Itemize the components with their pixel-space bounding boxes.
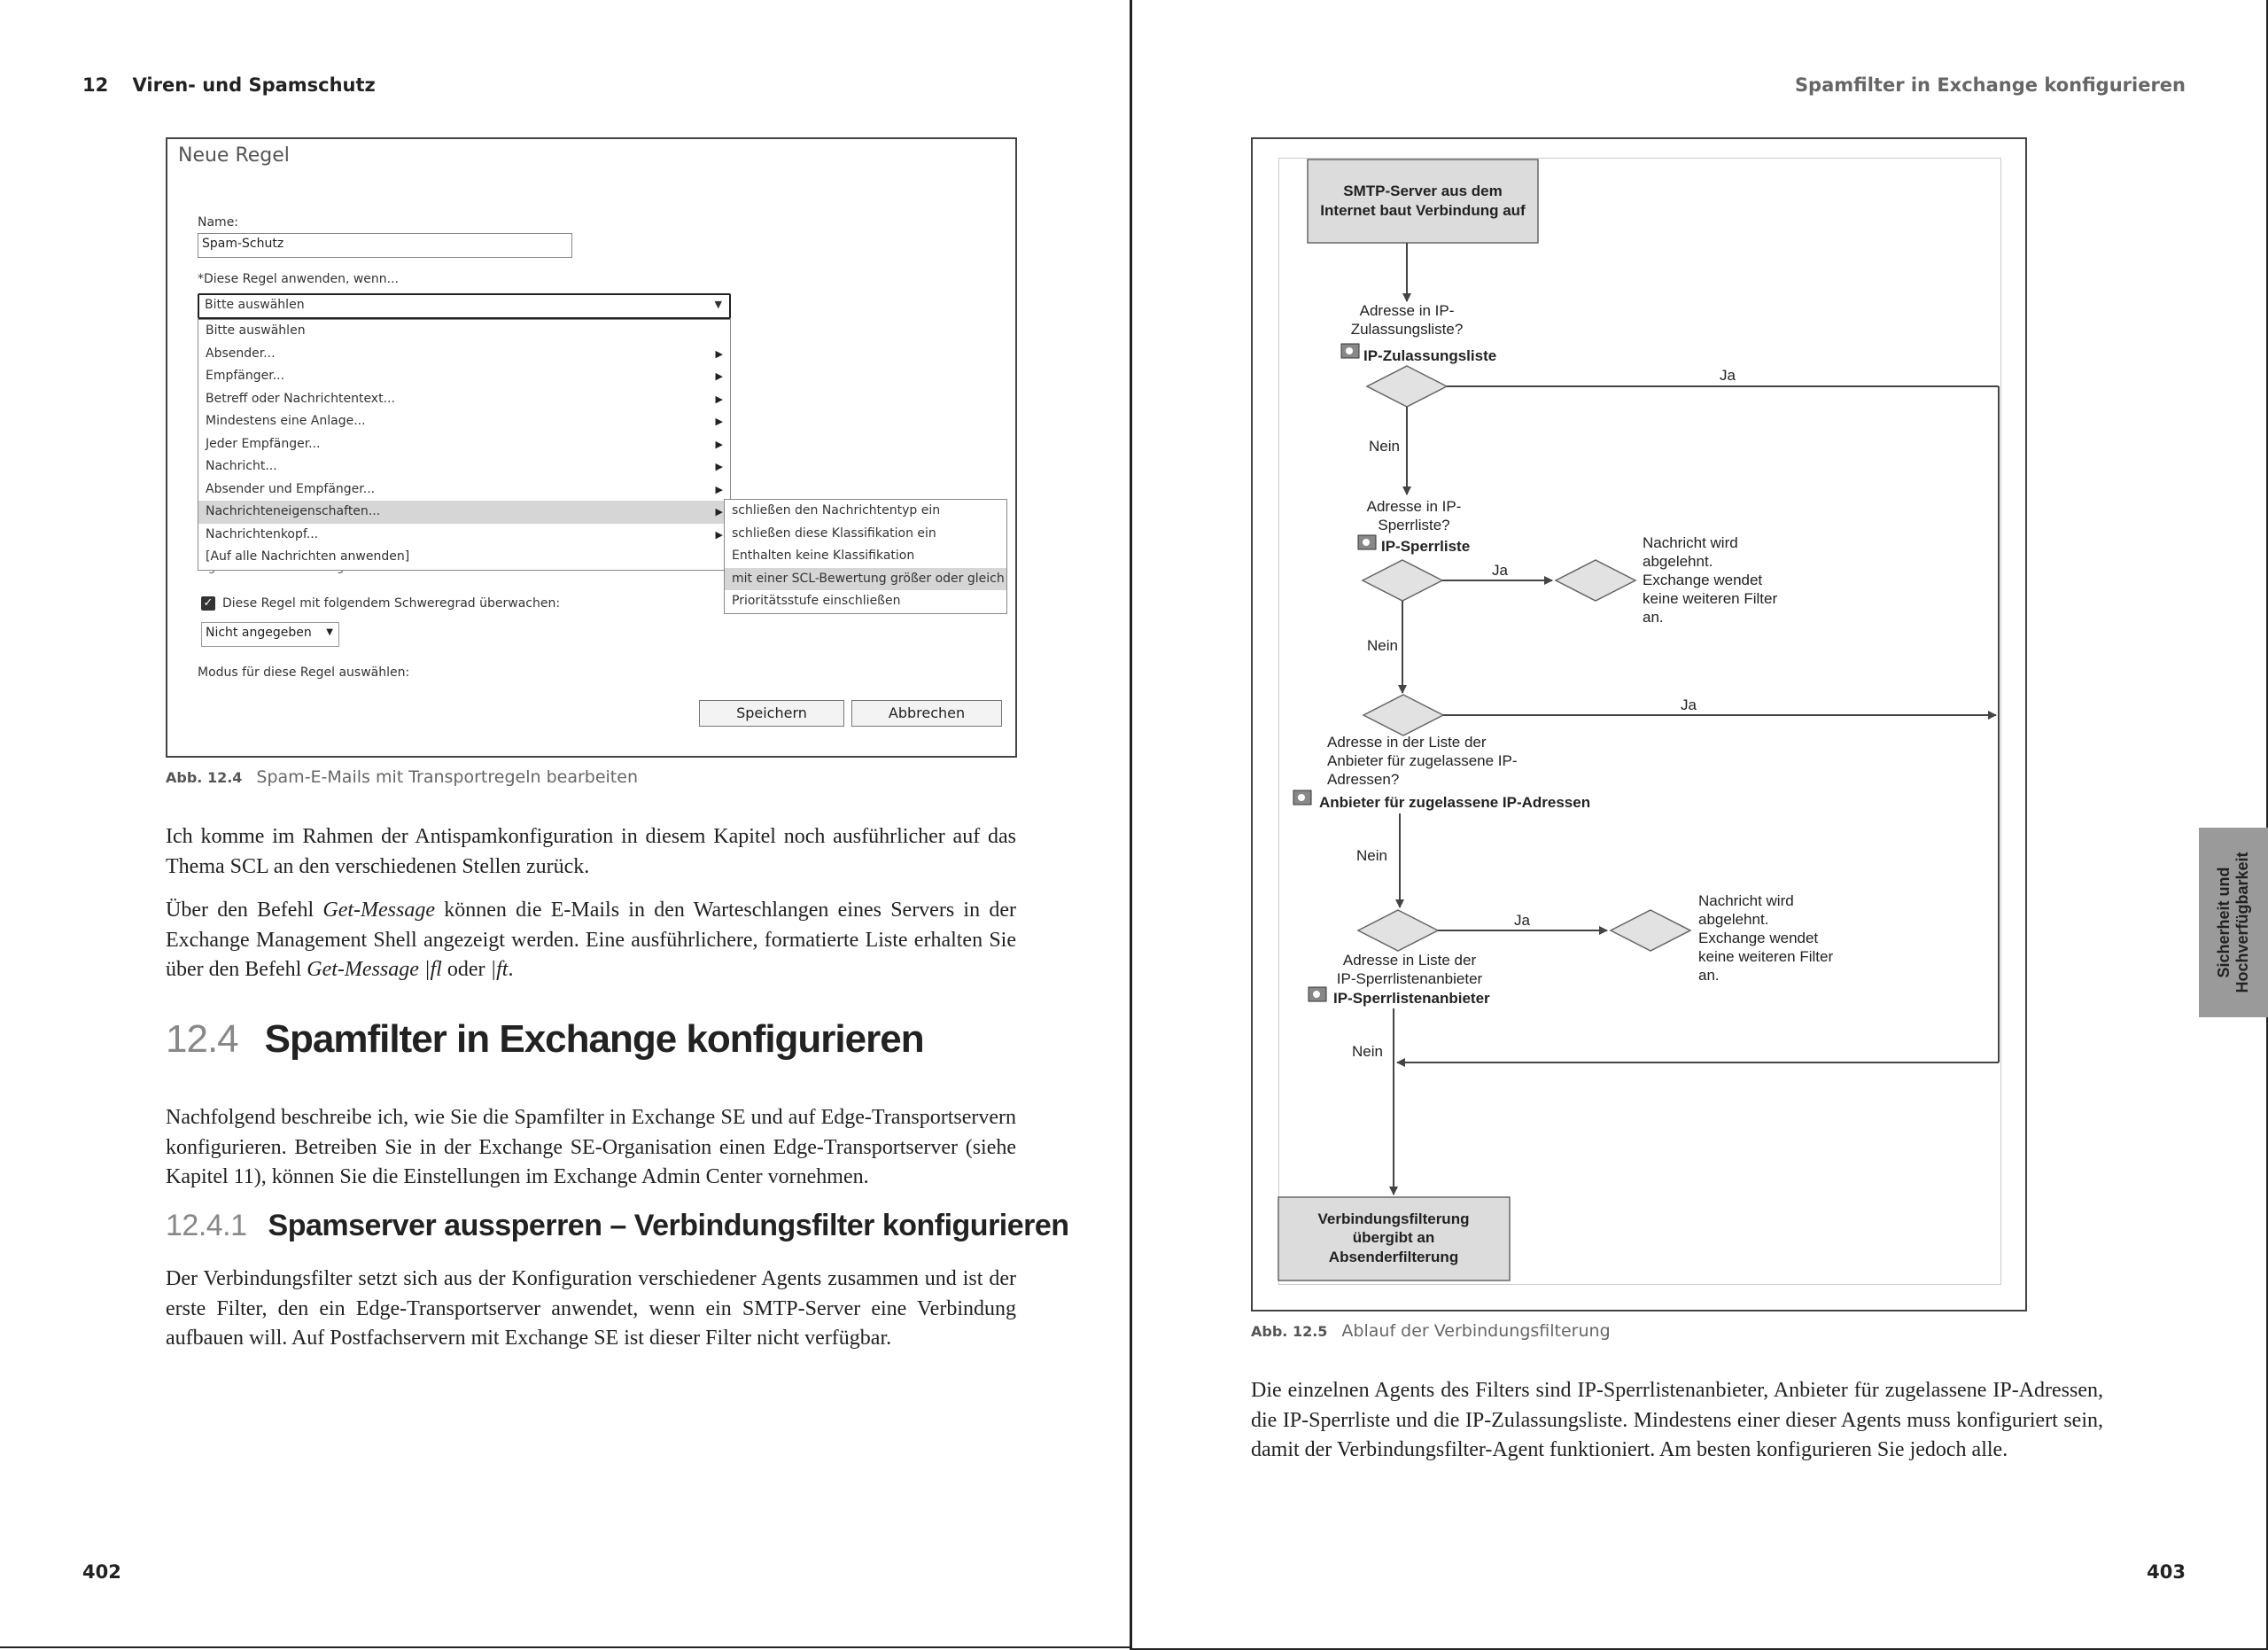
- dropdown-item-label: Absender und Empfänger...: [206, 481, 376, 496]
- agent-label: IP-Zulassungsliste: [1363, 347, 1497, 364]
- yes-label: Ja: [1681, 697, 1697, 713]
- end-text: übergibt an: [1352, 1229, 1435, 1246]
- question-text: IP-Sperrlistenanbieter: [1336, 970, 1483, 987]
- name-label: Name:: [198, 215, 239, 230]
- paragraph: Nachfolgend beschreibe ich, wie Sie die Spamfilter in Exchange SE und auf Edge-Transportservern konfigurieren. Betreiben Sie in der Exchange SE-Organisation einen Edge-Transportserver (siehe Kapitel 11), können Sie die Einstellungen im Exchange Admin Center vornehmen.: [166, 1106, 1016, 1188]
- subsection-number: 12.4.1: [166, 1209, 247, 1242]
- caret-right-icon: ▶: [715, 438, 723, 450]
- dropdown-item-label: Jeder Empfänger...: [206, 436, 321, 451]
- paragraph: Der Verbindungsfilter setzt sich aus der Konfiguration verschiedener Agents zusammen und ist der erste Filter, den ein Edge-Transportserver anwendet, wenn ein SMTP-Server eine Verbindung aufbauen will. Auf Postfachservern mit Exchange SE ist dieser Filter nicht verfügbar.: [166, 1267, 1016, 1350]
- section-number: 12.4: [166, 1017, 238, 1061]
- dropdown-item-label: Bitte auswählen: [206, 323, 306, 338]
- question-text: Sperrliste?: [1378, 517, 1450, 533]
- dropdown-item-label: Nachrichteneigenschaften...: [206, 504, 381, 518]
- caret-right-icon: ▶: [715, 483, 723, 495]
- side-tab-line: Sicherheit und: [2215, 867, 2233, 978]
- caret-right-icon: ▶: [715, 416, 723, 427]
- paragraph: Ich komme im Rahmen der Antispamkonfiguration in diesem Kapitel noch ausführlicher auf das Thema SCL an den verschiedenen Stellen zurück.: [166, 825, 1016, 878]
- decision-diamond: [1363, 695, 1443, 735]
- right-body-1: [1251, 1376, 2103, 1480]
- figure-number: Abb. 12.4: [166, 769, 243, 786]
- side-tab-line: Hochverfügbarkeit: [2233, 852, 2251, 993]
- paragraph: Die einzelnen Agents des Filters sind IP-Sperrlistenanbieter, Anbieter für zugelassene IP-Adressen, die IP-Sperrliste und die IP-Zulassungsliste. Mindestens einer dieser Agents muss konfiguriert sein, damit der Verbindungsfilter-Agent funktioniert. Am besten konfigurieren Sie jedoch alle.: [1251, 1379, 2103, 1461]
- decision-diamond: [1367, 366, 1447, 407]
- section-title: Spamfilter in Exchange konfigurieren: [264, 1017, 924, 1061]
- question-text: Adresse in IP-: [1359, 302, 1455, 319]
- yes-label: Ja: [1720, 367, 1736, 384]
- caret-right-icon: ▶: [715, 461, 723, 472]
- agent-label: IP-Sperrliste: [1381, 538, 1471, 555]
- agent-icon: [1363, 539, 1370, 546]
- no-label: Nein: [1352, 1043, 1383, 1060]
- figure-caption-text: Ablauf der Verbindungsfilterung: [1341, 1321, 1611, 1341]
- audit-checkbox[interactable]: ✓: [201, 596, 215, 611]
- decision-diamond: [1363, 560, 1442, 601]
- caret-right-icon: ▶: [715, 347, 723, 360]
- decision-diamond: [1358, 910, 1438, 951]
- dropdown-item-label: Empfänger...: [206, 369, 285, 383]
- reject-text: Exchange wendet: [1698, 930, 1819, 946]
- condition-label: *Diese Regel anwenden, wenn...: [198, 272, 400, 286]
- command-text: Get-Message |fl: [307, 958, 442, 981]
- condition-select-value: Bitte auswählen: [205, 298, 305, 312]
- question-text: Adressen?: [1327, 771, 1400, 788]
- caret-right-icon: ▶: [715, 528, 723, 541]
- text-run: oder: [441, 958, 491, 981]
- chevron-down-icon: ▼: [326, 627, 333, 637]
- question-text: Anbieter für zugelassene IP-: [1327, 752, 1518, 769]
- dropdown-item-label: Mindestens eine Anlage...: [206, 414, 366, 428]
- reject-text: an.: [1643, 609, 1664, 626]
- reject-text: Exchange wendet: [1643, 572, 1763, 588]
- yes-label: Ja: [1514, 912, 1530, 929]
- no-label: Nein: [1367, 637, 1398, 654]
- figure-caption-12-5: [1251, 1321, 1611, 1341]
- dropdown-item-label: Betreff oder Nachrichtentext...: [206, 391, 395, 406]
- command-text: Get-Message: [322, 899, 435, 922]
- running-header-right: Spamfilter in Exchange konfigurieren: [1794, 74, 2186, 96]
- caret-right-icon: ▶: [715, 393, 723, 405]
- question-text: Adresse in IP-: [1366, 498, 1462, 515]
- mode-label: Modus für diese Regel auswählen:: [198, 665, 410, 680]
- reject-text: abgelehnt.: [1698, 911, 1769, 928]
- submenu-item[interactable]: Enthalten keine Klassifikation: [732, 549, 915, 563]
- side-tab-text: [2215, 852, 2252, 992]
- start-text: Internet baut Verbindung auf: [1320, 202, 1526, 219]
- dropdown-item-label: [Auf alle Nachrichten anwenden]: [206, 549, 410, 564]
- start-box: [1308, 160, 1538, 243]
- reject-diamond: [1556, 560, 1635, 601]
- question-text: Zulassungsliste?: [1350, 321, 1464, 338]
- reject-diamond: [1611, 910, 1690, 951]
- reject-text: an.: [1698, 967, 1720, 984]
- agent-icon: [1298, 794, 1305, 801]
- save-button[interactable]: Speichern: [699, 700, 844, 727]
- dropdown-item-label: Absender...: [206, 346, 276, 361]
- reject-text: abgelehnt.: [1643, 553, 1713, 570]
- dialog-title: Neue Regel: [178, 144, 290, 167]
- dropdown-item-label: Nachrichtenkopf...: [206, 526, 319, 541]
- agent-label: Anbieter für zugelassene IP-Adressen: [1319, 794, 1591, 811]
- yes-label: Ja: [1492, 562, 1508, 579]
- text-run: können die E-Mails in den Warteschlangen eines Servers in der Exchange Management Shell angezeigt werden. Eine ausführlichere, formatierte Liste erhalten Sie über den Befehl: [166, 899, 1016, 981]
- name-input[interactable]: Spam-Schutz: [198, 233, 572, 258]
- figure-number: Abb. 12.5: [1251, 1323, 1328, 1340]
- no-label: Nein: [1356, 847, 1387, 864]
- audit-label: Diese Regel mit folgendem Schweregrad überwachen:: [222, 596, 561, 611]
- chapter-title: Viren- und Spamschutz: [132, 74, 376, 96]
- figure-caption-text: Spam-E-Mails mit Transportregeln bearbeiten: [256, 767, 638, 787]
- reject-text: keine weiteren Filter: [1643, 590, 1778, 607]
- command-text: |ft: [490, 958, 509, 981]
- page-number-left: 402: [82, 1561, 121, 1583]
- reject-text: keine weiteren Filter: [1698, 948, 1834, 965]
- chevron-down-icon: ▼: [714, 299, 722, 310]
- text-run: .: [508, 958, 514, 981]
- chapter-number: 12: [82, 74, 109, 96]
- submenu-item[interactable]: schließen den Nachrichtentyp ein: [732, 503, 941, 518]
- text-run: Über den Befehl: [166, 899, 323, 922]
- reject-text: Nachricht wird: [1698, 892, 1794, 909]
- submenu-item-selected[interactable]: mit einer SCL-Bewertung größer oder gleich: [725, 568, 1006, 591]
- cancel-button[interactable]: Abbrechen: [851, 700, 1002, 727]
- no-label: Nein: [1369, 438, 1400, 455]
- agent-icon: [1346, 347, 1353, 354]
- caret-right-icon: ▶: [715, 370, 723, 382]
- chapter-side-tab: [2199, 828, 2268, 1017]
- question-text: Adresse in der Liste der: [1327, 734, 1487, 751]
- agent-label: IP-Sperrlistenanbieter: [1333, 990, 1490, 1007]
- caret-right-icon: ▶: [715, 506, 723, 518]
- subsection-title: Spamserver aussperren – Verbindungsfilter konfigurieren: [268, 1209, 1069, 1242]
- start-text: SMTP-Server aus dem: [1343, 183, 1503, 199]
- end-text: Verbindungsfilterung: [1317, 1210, 1470, 1227]
- reject-text: Nachricht wird: [1643, 534, 1738, 551]
- question-text: Adresse in Liste der: [1342, 952, 1477, 969]
- severity-select-value: Nicht angegeben: [206, 626, 312, 640]
- submenu-item[interactable]: schließen diese Klassifikation ein: [732, 525, 936, 541]
- end-text: Absenderfilterung: [1328, 1249, 1459, 1265]
- page-number-right: 403: [2147, 1561, 2186, 1583]
- submenu-item[interactable]: Prioritätsstufe einschließen: [732, 594, 901, 608]
- dropdown-item-label: Nachricht...: [206, 459, 277, 473]
- agent-icon: [1313, 991, 1320, 998]
